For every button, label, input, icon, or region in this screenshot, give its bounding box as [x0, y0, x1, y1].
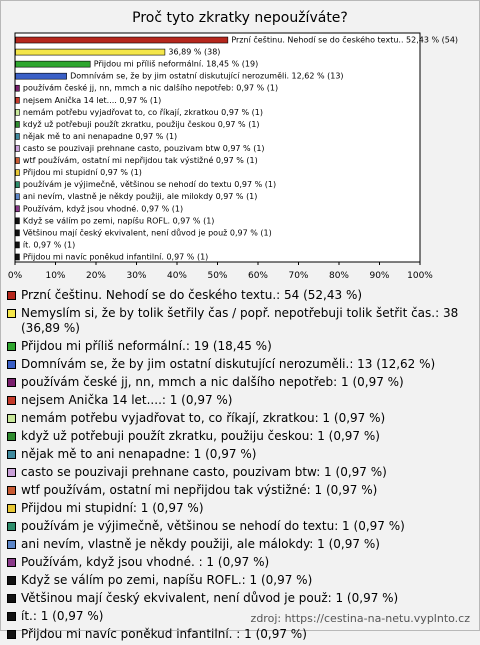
legend-swatch	[7, 291, 16, 300]
bar-data-label: nemám potřebu vyjadřovat to, co říkají, zkratkou 0,97 % (1)	[22, 107, 264, 117]
legend-label: casto se pouzivaji prehnane casto, pouzivam btw: 1 (0,97 %)	[21, 465, 387, 479]
legend-item	[7, 393, 473, 408]
legend-swatch	[7, 396, 16, 405]
legend-label: Přijdou mi stupidní: 1 (0,97 %)	[21, 501, 204, 515]
x-tick-label: 30%	[126, 271, 147, 281]
legend-item	[7, 447, 473, 462]
legend-item	[7, 306, 473, 336]
bar	[16, 218, 20, 224]
bar-data-label: nějak mě to ani nenapadne 0,97 % (1)	[22, 131, 178, 141]
legend-item	[7, 465, 473, 480]
x-tick-label: 10%	[45, 271, 66, 281]
x-tick-label: 100%	[407, 271, 433, 281]
legend-item	[7, 483, 473, 498]
legend-swatch	[7, 630, 16, 639]
legend-label: wtf používám, ostatní mi nepřijdou tak výstižné: 1 (0,97 %)	[21, 483, 378, 497]
legend	[7, 288, 473, 645]
legend-label: Většinou mají český ekvivalent, není důvod je použ: 1 (0,97 %)	[21, 591, 399, 605]
legend-item	[7, 429, 473, 444]
legend-label: Domnívám se, že by jim ostatní diskutující nerozuměli.: 13 (12,62 %)	[21, 357, 436, 371]
legend-label: používám je výjimečně, většinou se nehodí do textu: 1 (0,97 %)	[21, 519, 405, 533]
legend-swatch	[7, 486, 16, 495]
bar	[16, 109, 20, 115]
bar	[16, 121, 20, 127]
legend-item	[7, 555, 473, 570]
bar-data-label: používám české jj, nn, mmch a nic dalšího nepotřeb: 0,97 % (1)	[22, 83, 279, 93]
legend-item	[7, 627, 473, 642]
legend-swatch	[7, 414, 16, 423]
legend-item	[7, 537, 473, 552]
bar-data-label: casto se pouzivaji prehnane casto, pouzivam btw 0,97 % (1)	[22, 144, 265, 153]
bar	[16, 85, 20, 91]
x-tick-label: 80%	[328, 271, 350, 281]
chart-title: Proč tyto zkratky nepoužíváte?	[132, 10, 348, 26]
bar-data-label: Používám, když jsou vhodné. 0,97 % (1)	[22, 204, 184, 214]
legend-item	[7, 339, 473, 354]
bar	[16, 206, 20, 212]
legend-swatch	[7, 540, 16, 549]
bar-data-label: nejsem Anička 14 let.... 0,97 % (1)	[22, 95, 162, 105]
x-tick-label: 90%	[369, 271, 390, 281]
bar	[16, 133, 20, 139]
legend-swatch	[7, 504, 16, 513]
x-tick-label: 20%	[85, 271, 107, 281]
legend-label: nejsem Anička 14 let....: 1 (0,97 %)	[21, 393, 233, 407]
x-tick-label: 50%	[207, 271, 228, 281]
legend-item	[7, 375, 473, 390]
bar	[16, 242, 20, 248]
bar	[16, 97, 20, 103]
bar-data-label: Když se válím po zemi, napíšu ROFL. 0,97 % (1)	[22, 216, 215, 226]
bar	[16, 73, 67, 79]
x-tick-label: 40%	[166, 271, 188, 281]
source-text: zdroj: https://cestina-na-netu.vyplnto.cz	[250, 612, 470, 625]
bar	[16, 182, 20, 188]
legend-swatch	[7, 522, 16, 531]
x-tick-label: 70%	[288, 271, 309, 281]
bar	[16, 61, 91, 67]
bar-data-label: wtf používám, ostatní mi nepřijdou tak výstižné 0,97 % (1)	[22, 156, 258, 166]
bar	[16, 37, 228, 43]
bar-data-label: 36,89 % (38)	[168, 47, 221, 57]
bar-data-label: používám je výjimečně, většinou se nehodí do textu 0,97 % (1)	[22, 180, 277, 190]
bar-data-label: Přijdou mi navíc poněkud infantilní. 0,97 % (1)	[22, 252, 209, 262]
bar	[16, 170, 20, 176]
bar	[16, 146, 20, 152]
bar	[16, 158, 20, 164]
x-tick-label: 60%	[247, 271, 269, 281]
legend-swatch	[7, 378, 16, 387]
bar-data-label: ani nevím, vlastně je někdy použiji, ale milokdy 0,97 % (1)	[22, 192, 258, 202]
legend-swatch	[7, 432, 16, 441]
x-tick-label: 0%	[7, 271, 23, 281]
legend-label: Když se válím po zemi, napíšu ROFL.: 1 (0,97 %)	[21, 573, 313, 587]
legend-swatch	[7, 558, 16, 567]
legend-label: Prznί češtinu. Nehodí se do českého textu.: 54 (52,43 %)	[21, 288, 363, 302]
bar-data-label: Většinou mají český ekvivalent, není důvod je použ 0,97 % (1)	[22, 228, 272, 238]
legend-label: Nemyslím si, že by tolik šetřily čas / popř. nepotřebuji tolik šetřit čas.: 38 (36,89 %)	[21, 306, 459, 335]
bar-data-label: Přijdou mi stupidní 0,97 % (1)	[22, 168, 142, 178]
legend-swatch	[7, 450, 16, 459]
legend-label: Přijdou mi příliš neformální.: 19 (18,45 %)	[21, 339, 272, 353]
bar	[16, 254, 20, 260]
legend-item	[7, 288, 473, 303]
legend-swatch	[7, 468, 16, 477]
legend-label: nějak mě to ani nenapadne: 1 (0,97 %)	[21, 447, 257, 461]
legend-label: ani nevím, vlastně je někdy použiji, ale málokdy: 1 (0,97 %)	[21, 537, 380, 551]
bar	[16, 194, 20, 200]
bar	[16, 49, 165, 55]
bar	[16, 230, 20, 236]
bar-data-label: ít. 0,97 % (1)	[22, 240, 76, 250]
legend-swatch	[7, 576, 16, 585]
legend-item	[7, 519, 473, 534]
legend-item	[7, 357, 473, 372]
bar-data-label: Přijdou mi příliš neformální. 18,45 % (19)	[93, 59, 259, 69]
legend-item	[7, 501, 473, 516]
legend-swatch	[7, 360, 16, 369]
legend-swatch	[7, 612, 16, 621]
legend-item	[7, 591, 473, 606]
legend-label: Přijdou mi navíc poněkud infantilní. : 1 (0,97 %)	[21, 627, 307, 641]
legend-swatch	[7, 594, 16, 603]
legend-label: Používám, když jsou vhodné. : 1 (0,97 %)	[21, 555, 270, 569]
bar-data-label: Przní češtinu. Nehodí se do českého textu.. 52,43 % (54)	[231, 35, 459, 45]
legend-swatch	[7, 342, 16, 351]
bar-plot	[0, 0, 480, 290]
legend-item	[7, 411, 473, 426]
legend-swatch	[7, 309, 16, 318]
bar-data-label: když už potřebuji použít zkratku, použiju českou 0,97 % (1)	[22, 119, 260, 129]
legend-label: používám české jj, nn, mmch a nic dalšího nepotřeb: 1 (0,97 %)	[21, 375, 404, 389]
legend-item	[7, 573, 473, 588]
legend-label: když už potřebuji použít zkratku, použiju českou: 1 (0,97 %)	[21, 429, 380, 443]
legend-label: nemám potřebu vyjadřovat to, co říkají, zkratkou: 1 (0,97 %)	[21, 411, 386, 425]
legend-label: ít.: 1 (0,97 %)	[21, 609, 104, 623]
bar-data-label: Domnívám se, že by jim ostatní diskutující nerozuměli. 12,62 % (13)	[70, 71, 344, 81]
